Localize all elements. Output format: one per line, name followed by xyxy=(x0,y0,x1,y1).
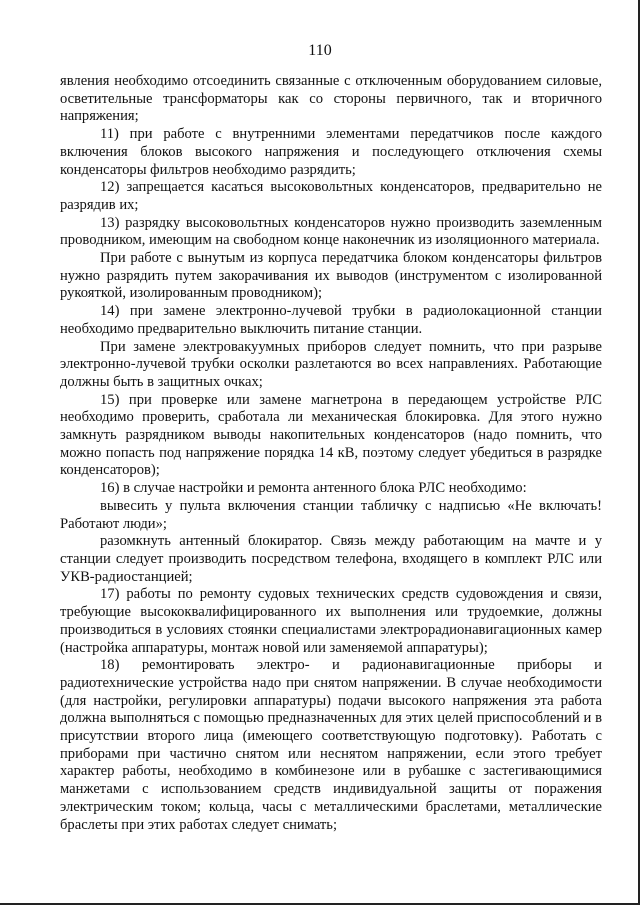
paragraph: 13) разрядку высоковольтных конденсаторов нужно производить заземленным проводником, имеющим на свободном конце наконечник из изоляционного материала. xyxy=(60,214,602,249)
page-number: 110 xyxy=(308,42,332,59)
paragraph: разомкнуть антенный блокиратор. Связь между работающим на мачте и у станции следует производить посредством телефона, входящего в комплект РЛС или УКВ-радиостанцией; xyxy=(60,533,602,585)
paragraph: 12) запрещается касаться высоковольтных конденсаторов, предварительно не разрядив их; xyxy=(60,179,602,213)
paragraph: 15) при проверке или замене магнетрона в передающем устройстве РЛС необходимо проверить, сработала ли механическая блокировка. Для этого нужно замкнуть разрядником выводы накопительных конденсаторов (надо помнить, что можно попасть под напряжение порядка 14 кВ, поэтому следует убедиться в разрядке конденсаторов); xyxy=(60,391,602,479)
paragraph: При замене электровакуумных приборов следует помнить, что при разрыве электронно-лучевой трубки осколки разлетаются во всех направлениях. Работающие должны быть в защитных очках; xyxy=(60,338,602,390)
paragraph: При работе с вынутым из корпуса передатчика блоком конденсаторы фильтров нужно разрядить путем закорачивания их выводов (инструментом с изолированной рукояткой, изолированным проводником); xyxy=(60,250,602,302)
paragraph: 16) в случае настройки и ремонта антенного блока РЛС необходимо: xyxy=(100,480,527,497)
paragraph: 14) при замене электронно-лучевой трубки в радиолокационной станции необходимо предварительно выключить питание станции. xyxy=(60,303,602,337)
paragraph: 11) при работе с внутренними элементами передатчиков после каждого включения блоков высокого напряжения и последующего отключения схемы конденсаторы фильтров необходимо разрядить; xyxy=(60,126,602,178)
paragraph: явления необходимо отсоединить связанные с отключенным оборудованием силовые, осветительные трансформаторы как со стороны первичного, так и вторичного напряжения; xyxy=(60,73,602,125)
paragraph: 18) ремонтировать электро- и радионавигационные приборы и радиотехнические устройства надо при снятом напряжении. В случае необходимости (для настройки, регулировки аппаратуры) подачи высокого напряжения эта работа должна выполняться с помощью предназначенных для этих целей приспособлений и в присутствии второго лица (имеющего соответствующую подготовку). Работать с приборами при частично снятом или неснятом напряжении, если этого требует характер работы, необходимо в комбинезоне или в рубашке с застегивающимися манжетами с использованием средств индивидуальной защиты от поражения электрическим током; кольца, часы с металлическими браслетами, металлические браслеты при этих работах следует снимать; xyxy=(60,657,602,833)
paragraph: вывесить у пульта включения станции табличку с надписью «Не включать! Работают люди»; xyxy=(60,497,602,532)
paragraph: 17) работы по ремонту судовых технических средств судовождения и связи, требующие высококвалифицированного их выполнения или трудоемкие, должны производиться в условиях стоянки специалистами электрорадионавигационных камер (настройка аппаратуры, монтаж новой или заменяемой аппаратуры); xyxy=(60,586,602,656)
body-text xyxy=(60,73,602,834)
